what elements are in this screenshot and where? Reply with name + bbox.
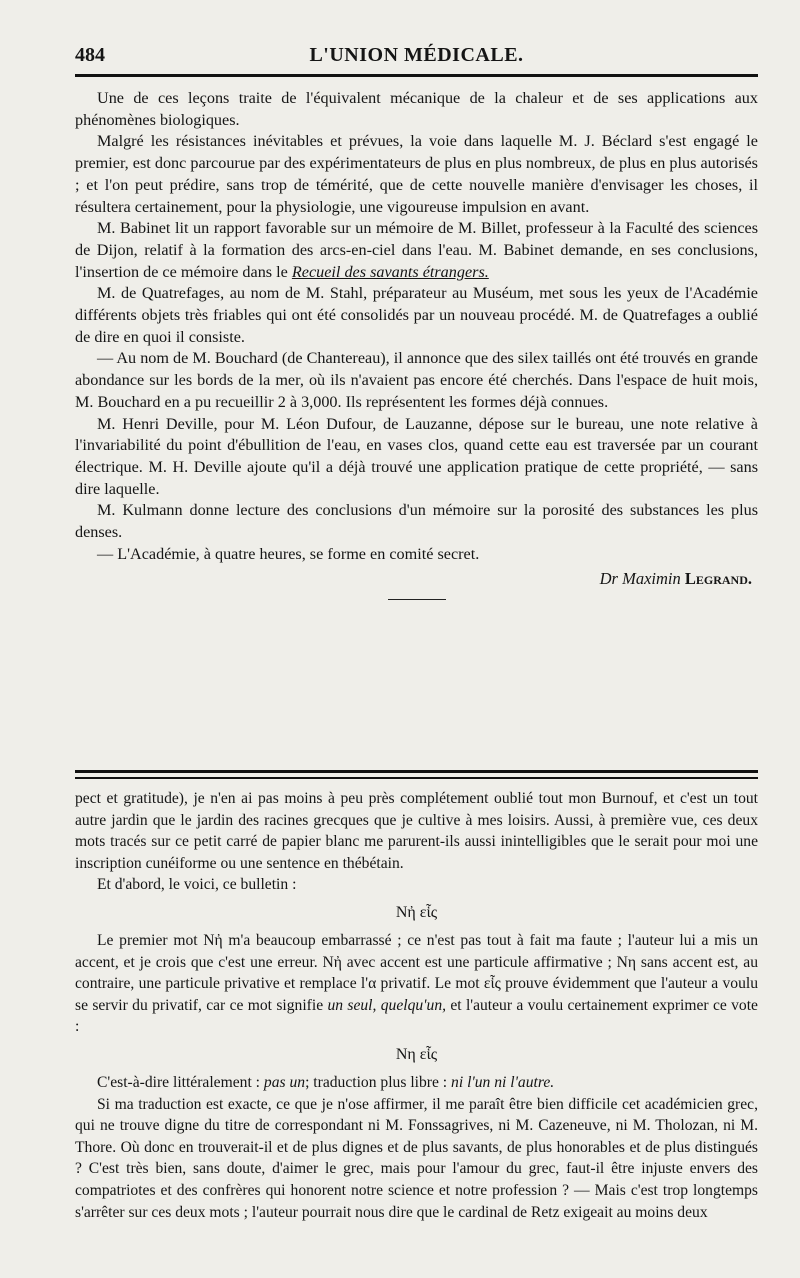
paragraph bbox=[75, 1072, 758, 1094]
paragraph: pect et gratitude), je n'en ai pas moins à peu près complétement oublié tout mon Burnouf, et c'est un tout autre jardin que le jardin des racines grecques que je cultive à mes loisirs. Aussi, à première vue, ces deux mots tracés sur ce petit carré de papier blanc me parurent-ils aussi inintelligibles que le serait pour moi une inscription cunéiforme ou une sentence en thébétain. bbox=[75, 790, 758, 872]
paragraph-text: C'est-à-dire littéralement : bbox=[97, 1073, 261, 1091]
emphasized-text: ni l'un ni l'autre. bbox=[451, 1073, 555, 1091]
paragraph: Malgré les résistances inévitables et prévues, la voie dans laquelle M. J. Béclard s'est engagé le premier, est donc parcourue par des expérimentateurs de plus en plus nombreux, de plus en plus autorisés ; et l'on peut prédire, sans trop de témérité, que de cette nouvelle manière d'envisager les choses, il résultera certainement, pour la physiologie, une vigoureuse impulsion en avant. bbox=[75, 132, 758, 216]
paragraph-text: M. Babinet lit un rapport favorable sur un mémoire de M. Billet, professeur à la Faculté des sciences de Dijon, relatif à la formation des arcs-en-ciel dans l'eau. M. Babinet demande, en ses conclusions, l'insertion de ce mémoire dans le bbox=[75, 219, 758, 281]
signature-surname: Legrand. bbox=[684, 569, 752, 589]
paragraph: M. de Quatrefages, au nom de M. Stahl, préparateur au Muséum, met sous les yeux de l'Académie différents objets très friables qui ont été consolidés par un nouveau procédé. M. de Quatrefages a oublié de dire en quoi il consiste. bbox=[75, 284, 758, 346]
paragraph: Et d'abord, le voici, ce bulletin : bbox=[97, 876, 297, 894]
feuilleton-rule bbox=[75, 770, 758, 773]
feuilleton-rule bbox=[75, 777, 758, 779]
emphasized-text: pas un bbox=[263, 1073, 306, 1091]
paragraph: Si ma traduction est exacte, ce que je n'ose affirmer, il me paraît être bien difficile cet académicien grec, qui ne trouve digne du titre de correspondant ni M. Fonssagrives, ni M. Cazeneuve, ni M. Tholozan, ni M. Thore. Où donc en trouverait-il et de plus dignes et de plus savants, de plus honorables et de plus distingués ? C'est très bien, sans doute, d'aimer le grec, mais pour l'amour du grec, faut-il être injuste envers des compatriotes et des confrères qui honorent notre science et notre profession ? — Mais c'est trop longtemps s'arrêter sur ces deux mots ; l'auteur pourrait nous dire que le cardinal de Retz exigeait au moins deux bbox=[75, 1095, 758, 1221]
academy-report-section bbox=[75, 88, 758, 600]
paragraph bbox=[75, 930, 758, 1038]
paragraph-text: Le premier mot Nἠ m'a beaucoup embarrassé ; ce n'est pas tout à fait ma faute ; l'auteur lui a mis un accent, et je crois que c'est une erreur. Nἠ avec accent est une particule affirmative ; Nη sans accent est, au contraire, une particule privative et remplace l'α privatif. Le mot εἷς prouve évidemment que l'auteur a voulu se servir du privatif, car ce mot signifie bbox=[75, 931, 758, 1014]
page-number: 484 bbox=[75, 44, 105, 66]
paragraph: M. Kulmann donne lecture des conclusions d'un mémoire sur la porosité des substances les plus denses. bbox=[75, 501, 758, 542]
journal-title: L'UNION MÉDICALE. bbox=[309, 44, 524, 66]
header-rule bbox=[75, 74, 758, 77]
greek-ballot-text: Nη εἷς bbox=[395, 1045, 438, 1063]
signature-prefix: Dr Maximin bbox=[599, 569, 681, 589]
paragraph-text: ; traduction plus libre : bbox=[305, 1073, 448, 1091]
paragraph bbox=[75, 218, 758, 283]
greek-ballot-text: Nἠ εἷς bbox=[395, 903, 438, 921]
page-header bbox=[75, 44, 758, 70]
emphasized-text: un seul, quelqu'un, bbox=[327, 996, 447, 1014]
author-signature bbox=[75, 569, 752, 589]
feuilleton-section bbox=[75, 788, 758, 1223]
emphasized-title: Recueil des savants étrangers. bbox=[291, 262, 489, 281]
paragraph: — L'Académie, à quatre heures, se forme en comité secret. bbox=[97, 544, 480, 563]
paragraph: Une de ces leçons traite de l'équivalent mécanique de la chaleur et de ses applications aux phénomènes biologiques. bbox=[75, 89, 758, 129]
paragraph-text: et l'auteur a voulu certainement exprimer ce vote : bbox=[75, 996, 758, 1036]
paragraph: M. Henri Deville, pour M. Léon Dufour, de Lauzanne, dépose sur le bureau, une note relative à l'invariabilité du point d'ébullition de l'eau, en vases clos, quand cette eau est traversée par un courant électrique. M. H. Deville ajoute qu'il a déjà trouvé une application pratique de cette propriété, — sans dire laquelle. bbox=[75, 414, 758, 498]
section-divider bbox=[388, 599, 446, 600]
paragraph: — Au nom de M. Bouchard (de Chantereau), il annonce que des silex taillés ont été trouvés en grande abondance sur les bords de la mer, où ils n'avaient pas encore été cherchés. Dans l'espace de huit mois, M. Bouchard en a pu recueillir 2 à 3,000. Ils représentent les formes déjà connues. bbox=[75, 349, 758, 411]
